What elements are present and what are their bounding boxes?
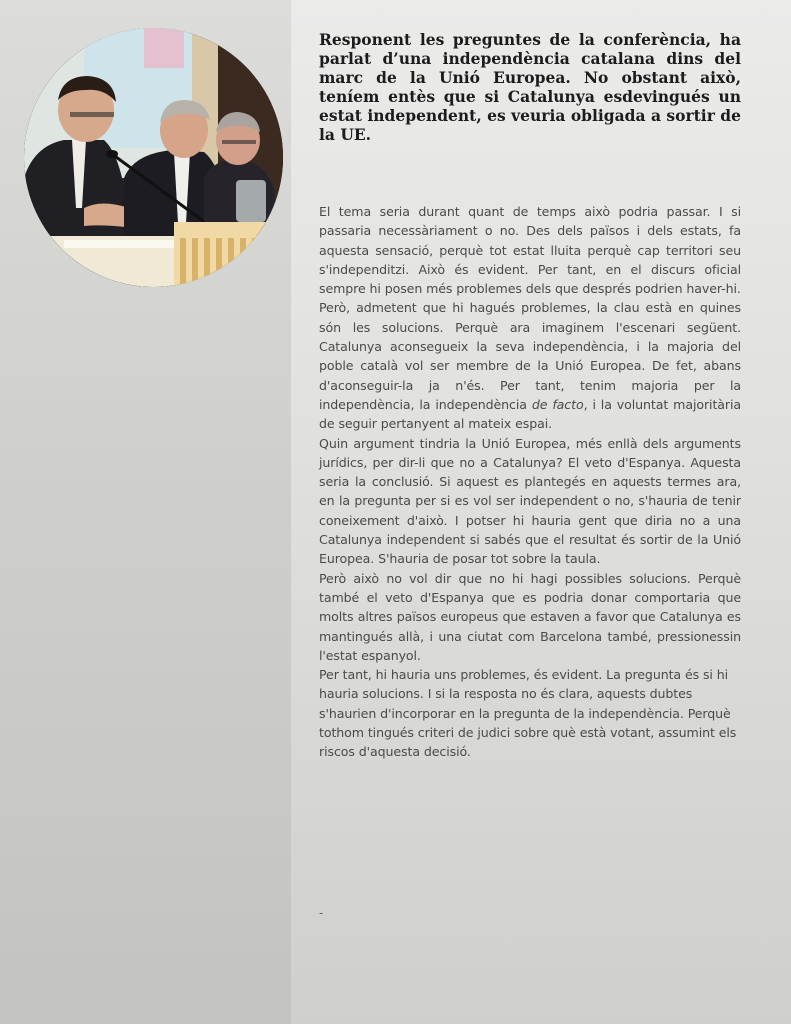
conference-photo (24, 28, 283, 287)
paragraph-5: Per tant, hi hauria uns problemes, és evident. La pregunta és si hi hauria solucions. I si la resposta no és clara, aquests dubtes s'haurien d'incorporar en la pregunta de la independència. Perquè tothom tingués criteri de judici sobre què està votant, assumint els riscos d'aquesta decisió. (319, 667, 737, 760)
article-body (319, 202, 741, 762)
article-heading: Responent les preguntes de la conferència, ha parlat d’una independència catalana dins del marc de la Unió Europea. No obstant això, teníem entès que si Catalunya esdevingués un estat independent, es veuria obligada a sortir de la UE. (319, 30, 741, 144)
paragraph-3: Quin argument tindria la Unió Europea, més enllà dels arguments jurídics, per dir-li que no a Catalunya? El veto d'Espanya. Aquesta seria la conclusió. Si aquest es plantegés en aquests termes ara, en la pregunta per si es vol ser independent o no, s'hauria de tenir coneixement d'això. I potser hi hauria gent que diria no a una Catalunya independent si sabés que el resultat és sortir de la Unió Europea. S'hauria de posar tot sobre la taula. (319, 435, 741, 567)
paragraph-2-italic: de facto (531, 396, 584, 412)
paragraph-2-text-b: , i la voluntat majoritària de seguir pertanyent al mateix espai. (319, 396, 741, 432)
paragraph-4: Però això no vol dir que no hi hagi possibles solucions. Perquè també el veto d'Espanya que es podria donar comportaria que molts altres països europeus que estaven a favor que Catalunya es mantingués allà, i una ciutat com Barcelona també, pressionessin l'estat espanyol. (319, 570, 741, 663)
paragraph-2 (319, 298, 741, 433)
end-mark: - (319, 906, 324, 920)
paragraph-2-text-a: Però, admetent que hi hagués problemes, la clau està en quines són les solucions. Perquè ara imaginem l'escenari següent. Catalunya aconsegueix la seva independència, i la majoria del poble català vol ser membre de la Unió Europea. De fet, abans d'aconseguir-la ja n'és. Per tant, tenim majoria per la independència, la independència (319, 300, 741, 412)
paragraph-1: El tema seria durant quant de temps això podria passar. I si passaria necessàriament o no. Des dels països i dels estats, fa aquesta sensació, perquè tot estat lluita perquè cap territori seu s'independitzi. Això és evident. Per tant, en el discurs oficial sempre hi posen més problemes dels que després podrien haver-hi. (319, 204, 741, 297)
